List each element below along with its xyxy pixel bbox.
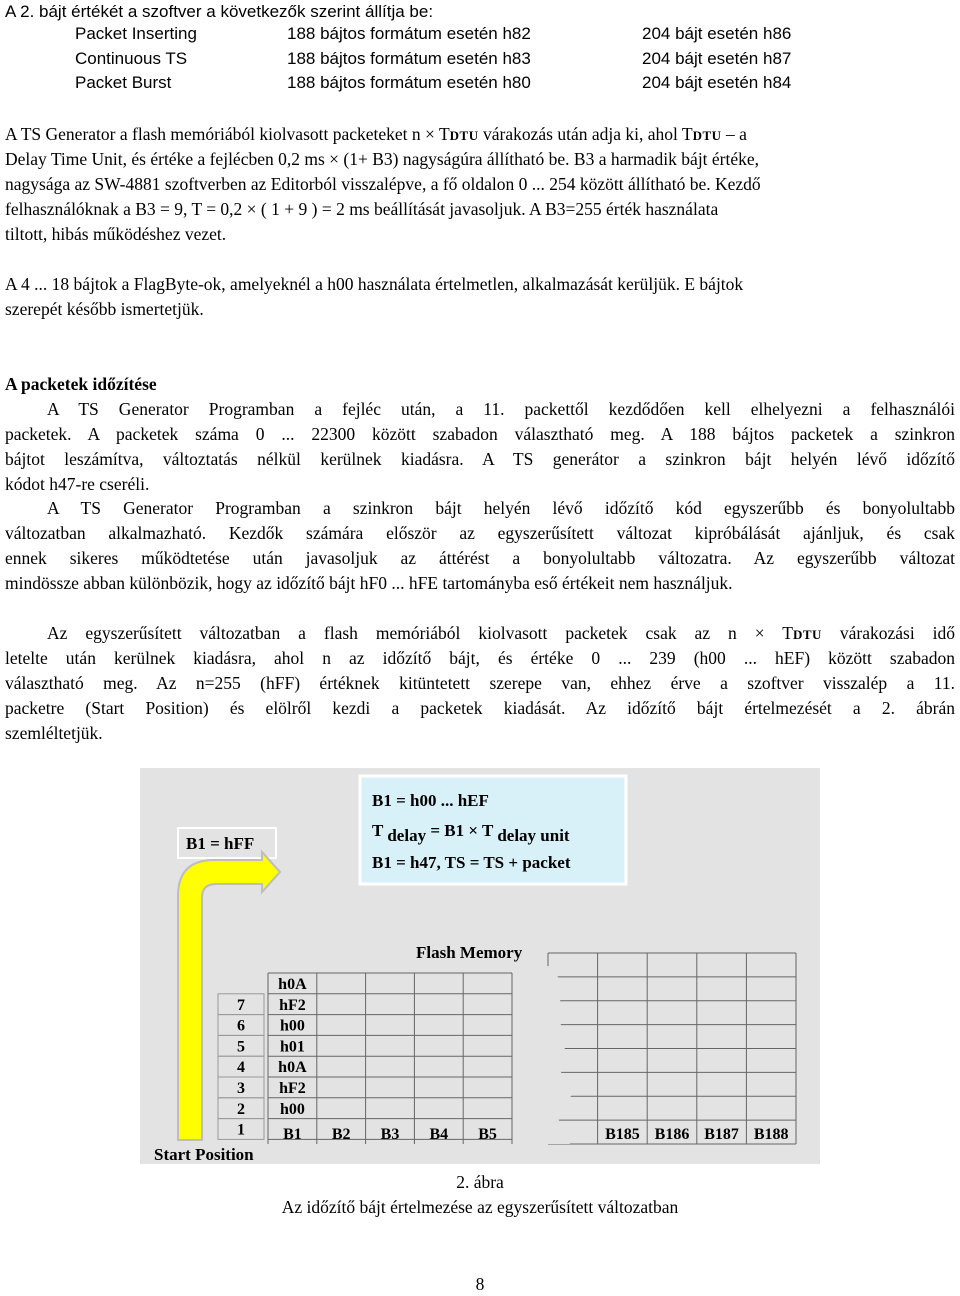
bottom-cell: B5: [478, 1126, 497, 1143]
text-span: A TS Generator a flash memóriából kiolvasott packeteket n × T: [5, 124, 450, 144]
subscript-dtu: DTU: [449, 128, 479, 143]
subscript-dtu: DTU: [792, 627, 822, 642]
row-number: 2: [237, 1100, 245, 1118]
mode-name: Packet Inserting: [75, 24, 197, 43]
bottom-cell: B188: [753, 1126, 789, 1143]
bottom-cell: B4: [429, 1126, 449, 1143]
value-cell: h01: [279, 1038, 305, 1056]
info-line-1: B1 = h00 ... hEF: [372, 791, 489, 810]
mode-row: [75, 47, 791, 72]
value-cell: h00: [279, 1100, 305, 1118]
figure-number: 2. ábra: [456, 1172, 504, 1192]
paragraph-3-line: packetek. A packetek száma 0 ... 22300 között szabadon választható meg. A 188 bájtos packetek a szinkron: [5, 424, 955, 444]
section-heading: A packetek időzítése: [5, 374, 157, 394]
mode-204: 204 bájt esetén h84: [642, 73, 792, 93]
paragraph-4-line: A TS Generator Programban a szinkron bájt helyén lévő időzítő kód egyszerűbb és bonyolultabb: [47, 498, 955, 518]
paragraph-1-line: [5, 122, 955, 149]
value-cell: h00: [279, 1017, 305, 1035]
paragraph-1-line: nagysága az SW-4881 szoftverben az Editorból visszalépve, a fő oldalon 0 ... 254 között állítható be. Kezdő: [5, 174, 761, 194]
paragraph-2-line: A 4 ... 18 bájtok a FlagByte-ok, amelyeknél a h00 használata értelmetlen, alkalmazását kerüljük. E bájtok: [5, 274, 744, 294]
value-cell: hF2: [279, 996, 306, 1014]
paragraph-3-line: A TS Generator Programban a fejléc után, a 11. packettől kezdődően kell elhelyezni a felhasználói: [47, 399, 955, 419]
paragraph-1-line: felhasználóknak a B3 = 9, T = 0,2 × ( 1 + 9 ) = 2 ms beállítását javasoljuk. A B3=255 érték használata: [5, 199, 719, 219]
paragraph-5-line: [47, 621, 955, 648]
intro-line: A 2. bájt értékét a szoftver a következők szerint állítja be:: [5, 2, 434, 21]
mode-table: [75, 22, 791, 96]
page-number: 8: [475, 1274, 485, 1294]
bottom-cell: B2: [331, 1126, 351, 1143]
mode-name: Continuous TS: [75, 48, 188, 68]
row-number: 5: [237, 1038, 245, 1056]
value-cell: h0A: [278, 976, 307, 993]
text-span: Az egyszerűsített változatban a flash memóriából kiolvasott packetek csak az n × T: [47, 623, 793, 643]
paragraph-4-line: mindössze abban különbözik, hogy az időzítő bájt hF0 ... hFE tartományba eső értékeit nem használjuk.: [5, 573, 733, 593]
bottom-cell: B185: [605, 1126, 640, 1143]
arrow-label: B1 = hFF: [186, 834, 255, 853]
info-delay: delay: [387, 826, 427, 845]
paragraph-5-line: választható meg. Az n=255 (hFF) értéknek kitüntetett szerepe van, ehhez érve a szoftver visszalép a 11.: [5, 673, 955, 693]
text-span: várakozási idő: [821, 623, 956, 643]
paragraph-1-line: tiltott, hibás működéshez vezet.: [5, 224, 227, 244]
paragraph-1-line: Delay Time Unit, és értéke a fejlécben 0,2 ms × (1+ B3) nagyságúra állítható be. B3 a harmadik bájt értéke,: [5, 149, 760, 169]
paragraph-4-line: ennek sikeres működtetése után javasoljuk az áttérést a bonyolultabb változatra. Az egyszerűbb változat: [5, 548, 955, 568]
bottom-cell: B186: [654, 1126, 690, 1143]
paragraph-5-line: packetre (Start Position) és elölről kezdi a packetek kiadását. Az időzítő bájt értelmezését a 2. ábrán: [5, 698, 955, 718]
paragraph-5-line: szemléltetjük.: [5, 723, 103, 743]
mode-188: 188 bájtos formátum esetén h80: [287, 73, 531, 93]
subscript-dtu: DTU: [692, 128, 722, 143]
flash-memory-label: Flash Memory: [416, 943, 523, 962]
value-column: [278, 976, 307, 1118]
bottom-cell: B1: [283, 1126, 302, 1143]
row-number: 3: [237, 1080, 245, 1097]
info-eq: = B1 × T: [426, 821, 494, 840]
mode-name: Packet Burst: [75, 73, 172, 93]
value-cell: hF2: [279, 1080, 306, 1097]
mode-204: 204 bájt esetén h87: [642, 48, 792, 68]
info-line-3: B1 = h47, TS = TS + packet: [372, 853, 571, 872]
info-delay-unit: delay unit: [497, 826, 570, 845]
row-number: 1: [237, 1121, 245, 1139]
row-number: 6: [237, 1017, 245, 1035]
paragraph-2-line: szerepét később ismertetjük.: [5, 299, 204, 319]
bottom-cell: B3: [380, 1126, 400, 1143]
paragraph-4-line: változatban alkalmazható. Kezdők számára először az egyszerűsített változat kipróbálását ajánljuk, és csak: [5, 523, 955, 543]
text-span: várakozás után adja ki, ahol T: [478, 124, 693, 144]
row-number: 7: [237, 996, 245, 1014]
mode-188: 188 bájtos formátum esetén h83: [287, 48, 531, 68]
mode-row: [75, 22, 791, 47]
row-number: 4: [237, 1059, 245, 1077]
text-span: – a: [721, 124, 747, 144]
paragraph-5-line: letelte után kerülnek kiadásra, ahol n az időzítő bájt, és értéke 0 ... 239 (h00 ... hEF) között szabadon: [5, 648, 955, 668]
paragraph-3-line: kódot h47-re cseréli.: [5, 474, 150, 494]
value-cell: h0A: [278, 1059, 307, 1077]
info-t: T: [372, 821, 384, 840]
mode-204: 204 bájt esetén h86: [642, 24, 792, 43]
timing-diagram: [140, 768, 820, 1168]
start-position-label: Start Position: [154, 1145, 254, 1164]
bottom-cell: B187: [704, 1126, 739, 1143]
figure-caption: Az időzítő bájt értelmezése az egyszerűsített változatban: [281, 1197, 679, 1217]
paragraph-3-line: bájtot leszámítva, változtatás nélkül kerülnek kiadásra. A TS generátor a szinkron bájt helyén lévő időzítő: [5, 449, 955, 469]
mode-row: [75, 71, 791, 96]
mode-188: 188 bájtos formátum esetén h82: [287, 24, 531, 43]
